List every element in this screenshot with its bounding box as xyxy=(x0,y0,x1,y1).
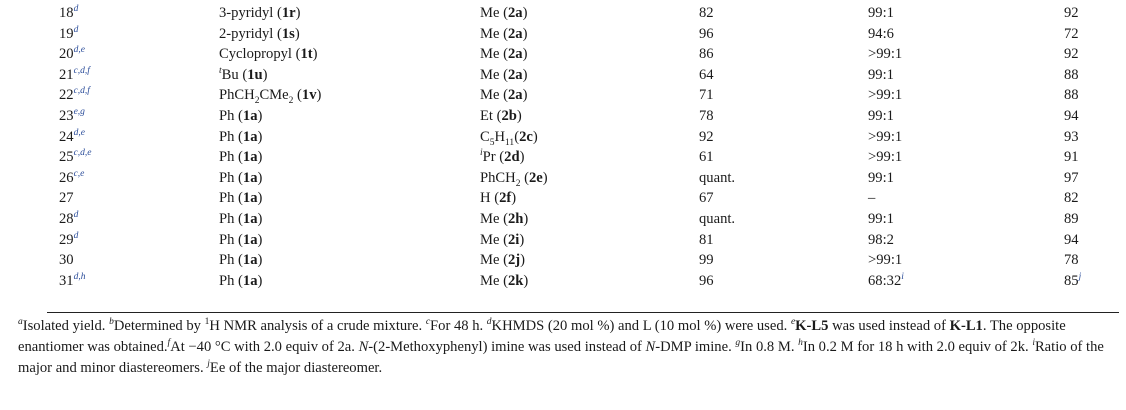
substrate-id: 1a xyxy=(242,210,258,227)
reagent-cell: H (2f) xyxy=(480,190,517,207)
dr-cell: 99:1 xyxy=(868,5,894,21)
table-bottom-rule xyxy=(47,312,1119,313)
substrate-id: 1v xyxy=(301,87,317,104)
reagent-cell: $C_5H_{11}(2c)$ xyxy=(480,128,538,148)
reagent-cell: Et (2b) xyxy=(480,107,522,124)
footnote-i: $^i$Ratio of the major and minor diastereomers. xyxy=(18,338,1104,376)
substrate-id: 1s xyxy=(281,25,295,42)
ee-cell: 72 xyxy=(1064,25,1079,42)
ee-cell: 92 xyxy=(1064,5,1079,21)
table-row xyxy=(0,3,1126,24)
substrate-id: 1a xyxy=(242,169,258,186)
reagent-id: 2b xyxy=(501,107,517,124)
reagent-cell: Me (2a) xyxy=(480,87,528,104)
entry-cell: 19$^d$ xyxy=(59,24,79,42)
yield-cell: 96 xyxy=(699,272,714,289)
table-row xyxy=(0,24,1126,45)
reagent-cell: Me (2a) xyxy=(480,46,528,63)
reagent-cell: $^i$Pr (2d) xyxy=(480,148,525,166)
yield-cell: 61 xyxy=(699,149,714,166)
table-row xyxy=(0,85,1126,106)
entry-footnote-mark: c,d,e xyxy=(73,148,92,159)
reagent-id: 2a xyxy=(507,66,523,83)
entry-footnote-mark: d xyxy=(73,24,79,35)
yield-cell: 99 xyxy=(699,252,714,269)
ee-cell: 88 xyxy=(1064,66,1079,83)
substrate-id: 1r xyxy=(281,5,296,21)
ee-cell: 93 xyxy=(1064,128,1079,145)
yield-cell: 78 xyxy=(699,107,714,124)
entry-footnote-mark: d,e xyxy=(73,45,85,56)
footnote-j: $^j$Ee of the major diastereomer. xyxy=(207,359,383,376)
ee-cell: 94 xyxy=(1064,231,1079,248)
yield-cell: quant. xyxy=(699,210,736,227)
table-row xyxy=(0,127,1126,148)
yield-cell: 96 xyxy=(699,25,714,42)
entry-cell: 23$^{e,g}$ xyxy=(59,106,85,124)
entry-footnote-mark: c,d,f xyxy=(73,86,90,97)
entry-footnote-mark: d xyxy=(73,230,79,241)
reagent-id: 2j xyxy=(507,252,521,269)
yield-cell: 82 xyxy=(699,5,714,21)
substrate-id: 1a xyxy=(242,149,258,166)
reagent-id: 2a xyxy=(507,87,523,104)
substrate-cell: Ph (1a) xyxy=(219,128,263,145)
reagent-id: 2i xyxy=(507,231,520,248)
reagent-id: 2e xyxy=(528,169,543,186)
reagent-cell: Me (2a) xyxy=(480,5,528,21)
substrate-cell: Ph (1a) xyxy=(219,252,263,269)
entry-cell: 18$^d$ xyxy=(59,4,79,21)
reagent-id: 2a xyxy=(507,5,523,21)
entry-cell: 28$^d$ xyxy=(59,209,79,227)
reagent-cell: Me (2k) xyxy=(480,272,529,289)
entry-footnote-mark: d,h xyxy=(73,271,86,282)
dr-cell: 99:1 xyxy=(868,107,894,124)
entry-cell: 20$^{d,e}$ xyxy=(59,45,85,63)
yield-cell: 64 xyxy=(699,66,714,83)
substrate-cell: PhCH$_2$CMe$_2$ (1v) xyxy=(219,87,322,107)
yield-cell: 86 xyxy=(699,46,714,63)
dr-cell: – xyxy=(868,190,876,207)
entry-footnote-mark: d xyxy=(73,4,79,14)
ee-cell: 91 xyxy=(1064,149,1079,166)
substrate-cell: Ph (1a) xyxy=(219,149,263,166)
substrate-id: 1a xyxy=(242,107,258,124)
substrate-id: 1a xyxy=(242,190,258,207)
substrate-cell: Ph (1a) xyxy=(219,231,263,248)
reagent-cell: Me (2a) xyxy=(480,66,528,83)
table-footnotes xyxy=(18,316,1118,379)
entry-footnote-mark: c,d,f xyxy=(73,65,90,76)
footnote-g: $^g$In 0.8 M. xyxy=(735,338,795,355)
substrate-id: 1a xyxy=(242,231,258,248)
yield-cell: 92 xyxy=(699,128,714,145)
reagent-id: 2a xyxy=(507,46,523,63)
substrate-cell: Cyclopropyl (1t) xyxy=(219,46,318,63)
reagent-id: 2c xyxy=(519,128,533,145)
reagent-id: 2a xyxy=(507,25,523,42)
reagent-id: 2f xyxy=(499,190,512,207)
entry-cell: 30 xyxy=(59,252,74,269)
entry-cell: 25$^{c,d,e}$ xyxy=(59,148,92,166)
table-row xyxy=(0,147,1126,168)
entry-footnote-mark: d xyxy=(73,209,79,220)
reagent-cell: Me (2j) xyxy=(480,252,526,269)
entry-footnote-mark: d,e xyxy=(73,127,85,138)
entry-cell: 24$^{d,e}$ xyxy=(59,127,85,145)
ee-cell: 82 xyxy=(1064,190,1079,207)
dr-cell: 99:1 xyxy=(868,210,894,227)
entry-cell: 26$^{c,e}$ xyxy=(59,168,85,186)
table-row xyxy=(0,188,1126,209)
entry-footnote-mark: e,g xyxy=(73,106,85,117)
reagent-id: 2h xyxy=(507,210,524,227)
reagent-cell: PhCH$_2$ (2e) xyxy=(480,169,548,189)
footnote-f: $^f$At −40 °C with 2.0 equiv of 2a. N-(2-Methoxyphenyl) imine was used instead of N-DMP imine. xyxy=(167,338,732,355)
substrate-cell: 3-pyridyl (1r) xyxy=(219,5,301,21)
substrate-id: 1u xyxy=(247,66,263,83)
substrate-id: 1a xyxy=(242,252,258,269)
dr-cell: 99:1 xyxy=(868,169,894,186)
entry-cell: 22$^{c,d,f}$ xyxy=(59,86,90,104)
substrate-cell: $^t$Bu (1u) xyxy=(219,65,268,83)
reagent-cell: Me (2a) xyxy=(480,25,528,42)
dr-cell: 68:32$^i$ xyxy=(868,271,904,289)
ee-cell: 97 xyxy=(1064,169,1079,186)
reagent-id: 2d xyxy=(504,149,520,166)
reagent-prefix: i xyxy=(480,148,483,159)
ee-cell: 92 xyxy=(1064,46,1079,63)
ee-cell: 89 xyxy=(1064,210,1079,227)
entry-cell: 27 xyxy=(59,190,74,207)
dr-cell: 98:2 xyxy=(868,231,894,248)
ee-cell: 94 xyxy=(1064,107,1079,124)
substrate-cell: 2-pyridyl (1s) xyxy=(219,25,300,42)
substrate-cell: Ph (1a) xyxy=(219,272,263,289)
table-row xyxy=(0,65,1126,86)
ee-cell: 85$^j$ xyxy=(1064,271,1082,289)
table-row xyxy=(0,250,1126,271)
yield-cell: 67 xyxy=(699,190,714,207)
table-row xyxy=(0,230,1126,251)
table-row xyxy=(0,168,1126,189)
table-row xyxy=(0,209,1126,230)
substrate-cell: Ph (1a) xyxy=(219,190,263,207)
dr-cell: >99:1 xyxy=(868,46,903,63)
footnote-c: $^c$For 48 h. xyxy=(425,317,484,334)
ee-cell: 78 xyxy=(1064,252,1079,269)
dr-cell: >99:1 xyxy=(868,87,903,104)
footnote-d: $^d$KHMDS (20 mol %) and L (10 mol %) were used. xyxy=(486,317,788,334)
dr-cell: 99:1 xyxy=(868,66,894,83)
footnote-a: $^a$Isolated yield. xyxy=(18,317,106,334)
substrate-cell: Ph (1a) xyxy=(219,210,263,227)
dr-cell: 94:6 xyxy=(868,25,894,42)
substrate-prefix: t xyxy=(219,65,222,76)
reagent-cell: Me (2h) xyxy=(480,210,529,227)
reagent-id: 2k xyxy=(507,272,524,289)
entry-cell: 21$^{c,d,f}$ xyxy=(59,65,90,83)
substrate-id: 1t xyxy=(300,46,313,63)
substrate-cell: Ph (1a) xyxy=(219,107,263,124)
substrate-id: 1a xyxy=(242,128,258,145)
ee-footnote-mark: j xyxy=(1078,271,1082,282)
entry-footnote-mark: c,e xyxy=(73,168,85,179)
entry-cell: 29$^d$ xyxy=(59,230,79,248)
footnote-h: $^h$In 0.2 M for 18 h with 2.0 equiv of 2k. xyxy=(798,338,1029,355)
dr-cell: >99:1 xyxy=(868,128,903,145)
dr-footnote-mark: i xyxy=(901,271,904,282)
yield-cell: 71 xyxy=(699,87,714,104)
reagent-cell: Me (2i) xyxy=(480,231,525,248)
ee-cell: 88 xyxy=(1064,87,1079,104)
substrate-id: 1a xyxy=(242,272,258,289)
footnote-e: $^e$K-L5 was used instead of K-L1. The opposite enantiomer was obtained. xyxy=(18,317,1066,355)
yield-cell: quant. xyxy=(699,169,736,186)
substrate-cell: Ph (1a) xyxy=(219,169,263,186)
table-row xyxy=(0,44,1126,65)
dr-cell: >99:1 xyxy=(868,149,903,166)
footnote-b: $^b$Determined by $^1$H NMR analysis of a crude mixture. xyxy=(109,317,423,334)
entry-cell: 31$^{d,h}$ xyxy=(59,271,86,289)
yield-cell: 81 xyxy=(699,231,714,248)
table-row xyxy=(0,271,1126,292)
dr-cell: >99:1 xyxy=(868,252,903,269)
table-row xyxy=(0,106,1126,127)
